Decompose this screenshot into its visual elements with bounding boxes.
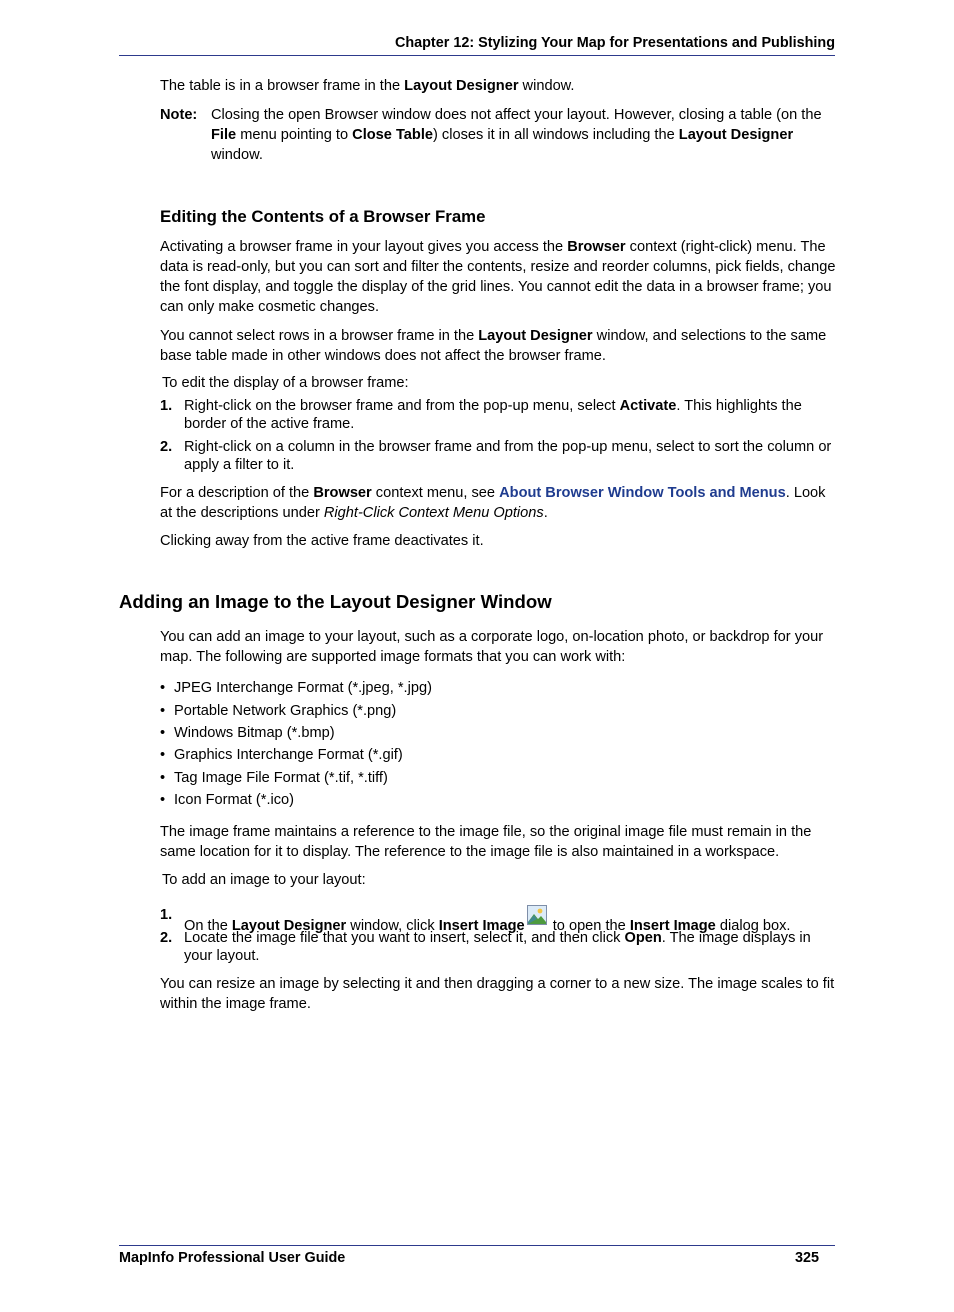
note-label: Note: (160, 107, 198, 123)
step-text: Right-click on the browser frame and from the pop-up menu, select Activate. This highlights the border of the active frame. (184, 398, 802, 432)
step-number: 1. (160, 907, 173, 923)
step-number: 2. (160, 439, 173, 455)
note-text: Closing the open Browser window does not affect your layout. However, closing a table (on the File menu pointing to Close Table) closes it in all windows including the Layout Designer window. (211, 107, 822, 163)
footer-rule (119, 1245, 835, 1246)
header-rule (119, 55, 835, 56)
paragraph-select-rows: You cannot select rows in a browser frame in the Layout Designer window, and selections to the same base table made in other windows does not affect the browser frame. (160, 328, 827, 364)
step-number: 1. (160, 398, 173, 414)
step-text: Right-click on a column in the browser frame and from the pop-up menu, select to sort the column or apply a filter to it. (184, 439, 832, 473)
list-item: • JPEG Interchange Format (*.jpeg, *.jpg) (160, 680, 432, 696)
link-about-browser-window-tools[interactable]: About Browser Window Tools and Menus (499, 485, 786, 501)
insert-image-icon (527, 905, 547, 925)
paragraph-activating-browser: Activating a browser frame in your layout gives you access the Browser context (right-click) menu. The data is read-only, but you can sort and filter the contents, resize and reorder columns, pick fields, change the font display, and toggle the display of the grid lines. You cannot edit the data in a browser frame; you can only make cosmetic changes. (160, 239, 836, 315)
paragraph-image-reference: The image frame maintains a reference to the image file, so the original image file must remain in the same location for it to display. The reference to the image file is also maintained in a workspace. (160, 824, 812, 860)
paragraph-browser-context-menu: For a description of the Browser context menu, see About Browser Window Tools and Menus. Look at the descriptions under Right-Click Context Menu Options. (160, 485, 826, 521)
list-item: • Tag Image File Format (*.tif, *.tiff) (160, 770, 388, 786)
step-text: On the Layout Designer window, click Insert Image to open the Insert Image dialog box. (184, 905, 836, 936)
chapter-title: Chapter 12: Stylizing Your Map for Presentations and Publishing (394, 35, 835, 51)
intro-paragraph: The table is in a browser frame in the Layout Designer window. (160, 78, 575, 94)
step-number: 2. (160, 930, 173, 946)
footer-guide-title: MapInfo Professional User Guide (119, 1250, 346, 1266)
section-heading-adding-image: Adding an Image to the Layout Designer Window (119, 591, 552, 612)
list-item: • Windows Bitmap (*.bmp) (160, 725, 335, 741)
list-item: • Portable Network Graphics (*.png) (160, 703, 397, 719)
list-item: • Graphics Interchange Format (*.gif) (160, 747, 403, 763)
procedure-lead-add-image: To add an image to your layout: (162, 872, 366, 888)
list-item: • Icon Format (*.ico) (160, 792, 295, 808)
procedure-lead-edit: To edit the display of a browser frame: (162, 375, 409, 391)
paragraph-resize-image: You can resize an image by selecting it and then dragging a corner to a new size. The image scales to fit within the image frame. (160, 976, 835, 1012)
section-heading-editing-browser-frame: Editing the Contents of a Browser Frame (160, 207, 486, 226)
paragraph-deactivate: Clicking away from the active frame deactivates it. (160, 533, 484, 549)
paragraph-add-image: You can add an image to your layout, such as a corporate logo, on-location photo, or backdrop for your map. The following are supported image formats that you can work with: (160, 629, 824, 665)
step-text: Locate the image file that you want to insert, select it, and then click Open. The image displays in your layout. (184, 930, 811, 964)
page-number: 325 (795, 1250, 820, 1266)
